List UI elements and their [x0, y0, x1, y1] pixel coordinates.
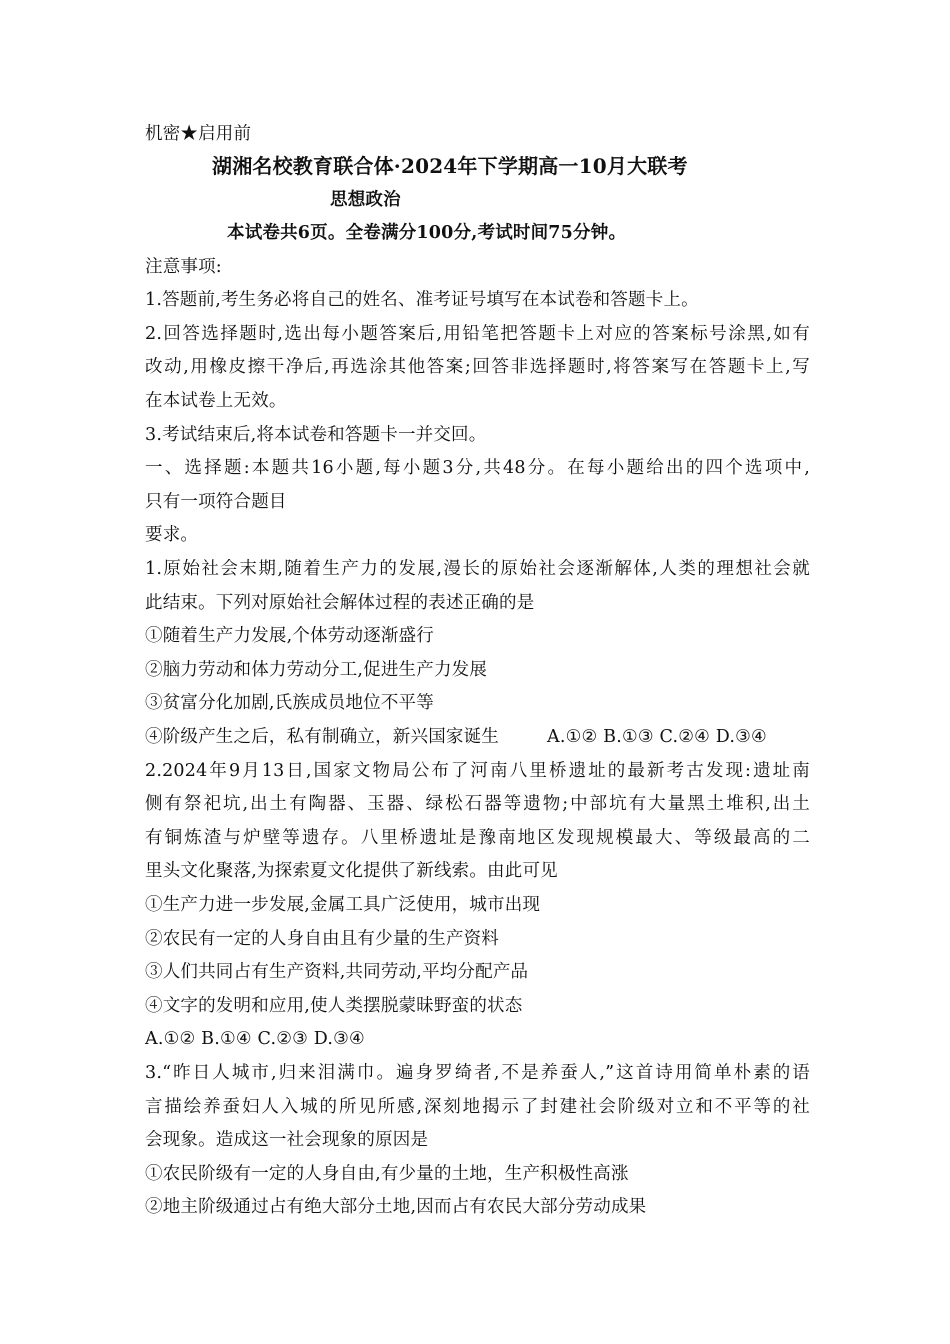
note-2-line-2: 改动,用橡皮擦干净后,再选涂其他答案;回答非选择题时,将答案写在答题卡上,写: [145, 357, 810, 377]
q1-option-1: ①随着生产力发展,个体劳动逐渐盛行: [145, 626, 434, 646]
note-2-line-1: 2.回答选择题时,选出每小题答案后,用铅笔把答题卡上对应的答案标号涂黑,如有: [145, 324, 810, 344]
q3-option-2: ②地主阶级通过占有绝大部分土地,因而占有农民大部分劳动成果: [145, 1197, 647, 1217]
section-1-line-3: 要求。: [145, 525, 199, 545]
q2-stem-line-4: 里头文化聚落,为探索夏文化提供了新线索。由此可见: [145, 861, 558, 881]
confidential-label: 机密★启用前: [145, 124, 252, 144]
subject-label: 思想政治: [330, 190, 401, 210]
q3-stem-line-3: 会现象。造成这一社会现象的原因是: [145, 1130, 429, 1150]
q1-stem-line-1: 1.原始社会末期,随着生产力的发展,漫长的原始社会逐渐解体,人类的理想社会就: [145, 559, 810, 579]
q2-option-2: ②农民有一定的人身自由且有少量的生产资料: [145, 929, 499, 949]
exam-info: 本试卷共6页。全卷满分100分,考试时间75分钟。: [227, 223, 627, 243]
q3-stem-line-1: 3.“昨日人城市,归来泪满巾。遍身罗绮者,不是养蚕人,”这首诗用简单朴素的语: [145, 1063, 810, 1083]
q2-stem-line-3: 有铜炼渣与炉壁等遗存。八里桥遗址是豫南地区发现规模最大、等级最高的二: [145, 828, 810, 848]
q2-choices: A.①② B.①④ C.②③ D.③④: [145, 1029, 365, 1049]
note-1: 1.答题前,考生务必将自己的姓名、准考证号填写在本试卷和答题卡上。: [145, 290, 699, 310]
q2-option-4: ④文字的发明和应用,使人类摆脱蒙昧野蛮的状态: [145, 996, 523, 1016]
exam-title: 湖湘名校教育联合体·2024年下学期高一10月大联考: [212, 154, 688, 178]
notes-heading: 注意事项:: [145, 257, 222, 277]
q1-option-3: ③贫富分化加剧,氏族成员地位不平等: [145, 693, 434, 713]
q2-option-3: ③人们共同占有生产资料,共同劳动,平均分配产品: [145, 962, 529, 982]
q3-stem-line-2: 言描绘养蚕妇人入城的所见所感,深刻地揭示了封建社会阶级对立和不平等的社: [145, 1097, 810, 1117]
q3-option-1: ①农民阶级有一定的人身自由,有少量的土地，生产积极性高涨: [145, 1164, 629, 1184]
section-1-line-2: 只有一项符合题目: [145, 492, 287, 512]
q1-stem-line-2: 此结束。下列对原始社会解体过程的表述正确的是: [145, 593, 535, 613]
q1-option-4: ④阶级产生之后，私有制确立，新兴国家诞生: [145, 727, 499, 747]
note-2-line-3: 在本试卷上无效。: [145, 391, 287, 411]
q1-choices: A.①② B.①③ C.②④ D.③④: [547, 727, 767, 747]
section-1-line-1: 一、选择题:本题共16小题,每小题3分,共48分。在每小题给出的四个选项中,: [145, 458, 810, 478]
q2-stem-line-2: 侧有祭祀坑,出土有陶器、玉器、绿松石器等遗物;中部坑有大量黑土堆积,出土: [145, 794, 810, 814]
q1-option-2: ②脑力劳动和体力劳动分工,促进生产力发展: [145, 660, 488, 680]
note-3: 3.考试结束后,将本试卷和答题卡一并交回。: [145, 425, 487, 445]
q2-option-1: ①生产力进一步发展,金属工具广泛使用，城市出现: [145, 895, 541, 915]
q2-stem-line-1: 2.2024年9月13日,国家文物局公布了河南八里桥遗址的最新考古发现:遗址南: [145, 761, 810, 781]
